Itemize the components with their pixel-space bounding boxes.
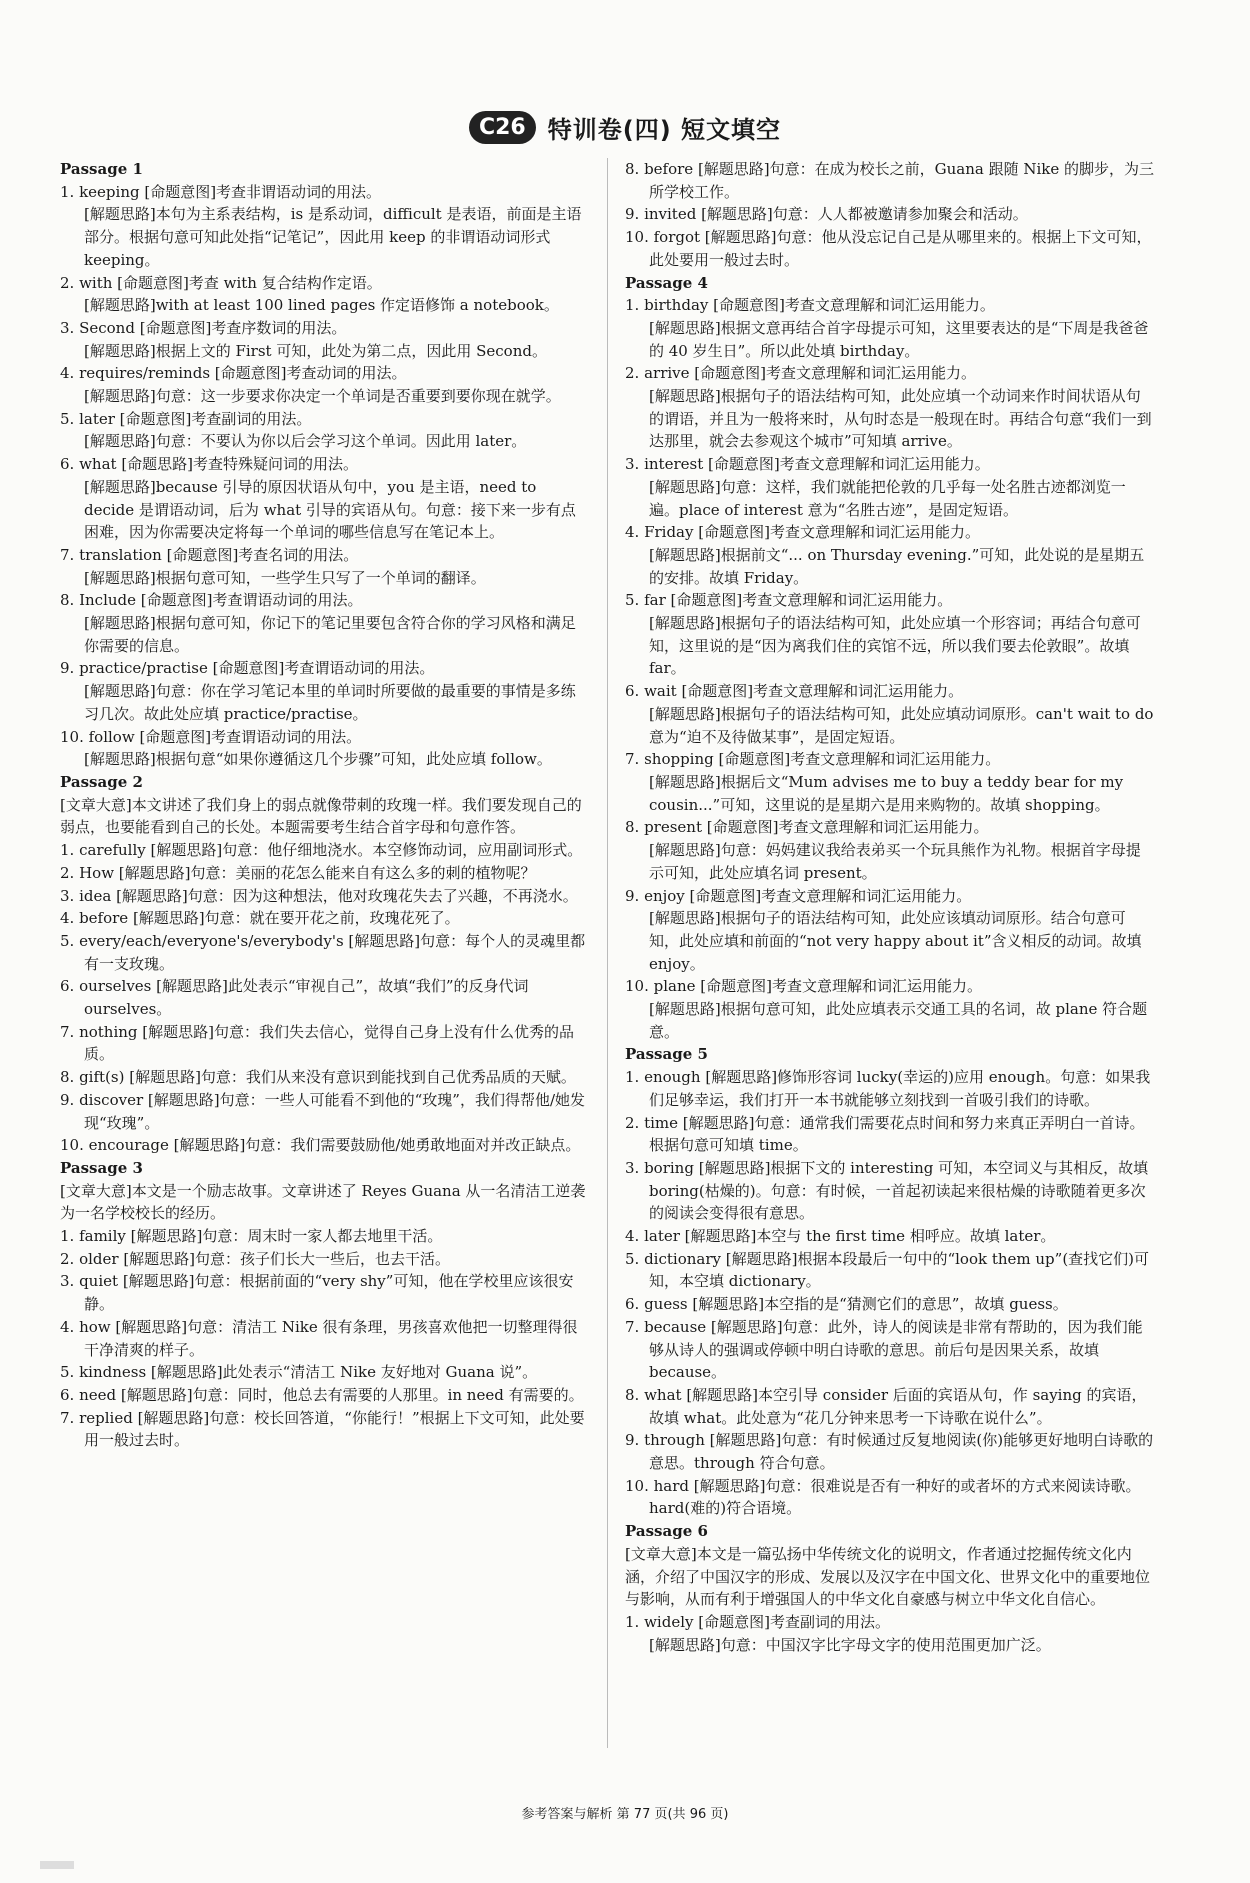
answer-item: 5. far [命题意图]考查文意理解和词汇运用能力。 xyxy=(625,591,953,610)
answer-item: 2. time [解题思路]句意：通常我们需要花点时间和努力来真正弄明白一首诗。根据句意可知填 time。 xyxy=(625,1113,1145,1155)
answer-item: 1. keeping [命题意图]考查非谓语动词的用法。 xyxy=(60,182,382,201)
answer-item: 2. with [命题意图]考查 with 复合结构作定语。 xyxy=(60,273,382,292)
answer-explanation: [解题思路]句意：妈妈建议我给表弟买一个玩具熊作为礼物。根据首字母提示可知，此处应填名词 present。 xyxy=(649,841,1141,882)
right-column xyxy=(625,158,1155,1656)
answer-item: 4. Friday [命题意图]考查文意理解和词汇运用能力。 xyxy=(625,523,980,542)
answer-explanation: [解题思路]with at least 100 lined pages 作定语修饰 a notebook。 xyxy=(84,296,559,315)
answer-item: 8. Include [命题意图]考查谓语动词的用法。 xyxy=(60,591,363,610)
answer-item: 3. boring [解题思路]根据下文的 interesting 可知，本空词义与其相反，故填 boring(枯燥的)。句意：有时候，一首起初读起来很枯燥的诗歌随着更多次的阅读会变得很有意思。 xyxy=(625,1158,1149,1223)
answer-item: 6. guess [解题思路]本空指的是“猜测它们的意思”，故填 guess。 xyxy=(625,1295,1068,1314)
answer-item: 5. dictionary [解题思路]根据本段最后一句中的“look them up”(查找它们)可知，本空填 dictionary。 xyxy=(625,1249,1150,1291)
corner-mark xyxy=(40,1861,74,1869)
answer-item: 10. forgot [解题思路]句意：他从没忘记自己是从哪里来的。根据上下文可知，此处要用一般过去时。 xyxy=(625,228,1152,269)
passage-title: Passage 6 xyxy=(625,1522,708,1541)
answer-explanation: [解题思路]句意：这一步要求你决定一个单词是否重要到要你现在就学。 xyxy=(84,387,561,406)
answer-item: 6. what [命题思路]考查特殊疑问词的用法。 xyxy=(60,455,359,474)
answer-item: 2. How [解题思路]句意：美丽的花怎么能来自有这么多的刺的植物呢？ xyxy=(60,863,536,882)
passage-title: Passage 3 xyxy=(60,1158,143,1177)
answer-explanation: [解题思路]根据上文的 First 可知，此处为第二点，因此用 Second。 xyxy=(84,341,547,360)
answer-item: 4. later [解题思路]本空与 the first time 相呼应。故填 later。 xyxy=(625,1227,1056,1246)
answer-explanation: [解题思路]句意：你在学习笔记本里的单词时所要做的最重要的事情是多练习几次。故此处应填 practice/practise。 xyxy=(84,682,576,723)
section-badge: C26 xyxy=(469,111,536,144)
passage-summary: [文章大意]本文是一个励志故事。文章讲述了 Reyes Guana 从一名清洁工逆袭为一名学校校长的经历。 xyxy=(60,1181,586,1223)
answer-item: 2. arrive [命题意图]考查文意理解和词汇运用能力。 xyxy=(625,364,976,383)
passage-title: Passage 5 xyxy=(625,1045,708,1064)
answer-item: 10. hard [解题思路]句意：很难说是否有一种好的或者坏的方式来阅读诗歌。hard(难的)符合语境。 xyxy=(625,1476,1141,1518)
answer-explanation: [解题思路]句意：中国汉字比字母文字的使用范围更加广泛。 xyxy=(649,1635,1051,1654)
answer-item: 9. enjoy [命题意图]考查文意理解和词汇运用能力。 xyxy=(625,886,972,905)
page-title: 特训卷(四) 短文填空 xyxy=(547,115,782,144)
answer-item: 10. follow [命题意图]考查谓语动词的用法。 xyxy=(60,727,362,746)
answer-explanation: [解题思路]根据句子的语法结构可知，此处应填动词原形。can't wait to do 意为“迫不及待做某事”，是固定短语。 xyxy=(649,704,1154,746)
answer-item: 1. widely [命题意图]考查副词的用法。 xyxy=(625,1613,890,1631)
answer-explanation: [解题思路]句意：这样，我们就能把伦敦的几乎每一处名胜古迹都浏览一遍。place of interest 意为“名胜古迹”，是固定短语。 xyxy=(649,477,1126,519)
answer-item: 9. practice/practise [命题意图]考查谓语动词的用法。 xyxy=(60,659,435,678)
answer-item: 3. Second [命题意图]考查序数词的用法。 xyxy=(60,318,347,337)
answer-item: 8. before [解题思路]句意：在成为校长之前，Guana 跟随 Nike 的脚步，为三所学校工作。 xyxy=(625,160,1155,201)
answer-item: 1. enough [解题思路]修饰形容词 lucky(幸运的)应用 enough。句意：如果我们足够幸运，我们打开一本书就能够立刻找到一首吸引我们的诗歌。 xyxy=(625,1068,1151,1109)
page-footer: 参考答案与解析 第 77 页(共 96 页) xyxy=(521,1807,729,1822)
answer-item: 10. encourage [解题思路]句意：我们需要鼓励他/她勇敢地面对并改正缺点。 xyxy=(60,1136,581,1155)
answer-item: 5. every/each/everyone's/everybody's [解题思路]句意：每个人的灵魂里都有一支玫瑰。 xyxy=(60,931,586,973)
answer-item: 6. ourselves [解题思路]此处表示“审视自己”，故填“我们”的反身代词 ourselves。 xyxy=(60,977,529,1019)
answer-item: 4. before [解题思路]句意：就在要开花之前，玫瑰花死了。 xyxy=(60,909,460,928)
column-divider xyxy=(607,158,608,1748)
answer-explanation: [解题思路]根据句意可知，你记下的笔记里要包含符合你的学习风格和满足你需要的信息。 xyxy=(84,614,576,655)
passage-title: Passage 2 xyxy=(60,772,143,791)
answer-explanation: [解题思路]根据句子的语法结构可知，此处应填一个形容词；再结合句意可知，这里说的是“因为离我们住的宾馆不远，所以我们要去伦敦眼”。故填 far。 xyxy=(649,614,1141,678)
answer-item: 1. family [解题思路]句意：周末时一家人都去地里干活。 xyxy=(60,1227,443,1246)
answer-item: 1. birthday [命题意图]考查文意理解和词汇运用能力。 xyxy=(625,296,995,315)
answer-item: 7. because [解题思路]句意：此外，诗人的阅读是非常有帮助的，因为我们能够从诗人的强调或停顿中明白诗歌的意思。前后句是因果关系，故填 because。 xyxy=(625,1317,1143,1382)
answer-item: 10. plane [命题意图]考查文意理解和词汇运用能力。 xyxy=(625,977,982,996)
answer-item: 7. nothing [解题思路]句意：我们失去信心，觉得自己身上没有什么优秀的品质。 xyxy=(60,1022,574,1064)
answer-explanation: [解题思路]本句为主系表结构，is 是系动词，difficult 是表语，前面是主语部分。根据句意可知此处指“记笔记”，因此用 keep 的非谓语动词形式 keeping。 xyxy=(84,205,582,269)
answer-item: 9. discover [解题思路]句意：一些人可能看不到他的“玫瑰”，我们得帮他/她发现“玫瑰”。 xyxy=(60,1090,585,1132)
answer-item: 4. how [解题思路]句意：清洁工 Nike 很有条理，男孩喜欢他把一切整理得很干净清爽的样子。 xyxy=(60,1317,578,1359)
answer-item: 3. idea [解题思路]句意：因为这种想法，他对玫瑰花失去了兴趣，不再浇水。 xyxy=(60,886,578,905)
answer-item: 6. need [解题思路]句意：同时，他总去有需要的人那里。in need 有需要的。 xyxy=(60,1385,584,1404)
left-column xyxy=(60,158,590,1452)
answer-item: 2. older [解题思路]句意：孩子们长大一些后，也去干活。 xyxy=(60,1249,451,1268)
passage-summary: [文章大意]本文是一篇弘扬中华传统文化的说明文，作者通过挖掘传统文化内涵，介绍了中国汉字的形成、发展以及汉字在中国文化、世界文化中的重要地位与影响，从而有利于增强国人的中华文化自豪感与树立中华文化自信心。 xyxy=(625,1544,1151,1609)
answer-item: 3. quiet [解题思路]句意：根据前面的“very shy”可知，他在学校里应该很安静。 xyxy=(60,1272,574,1314)
answer-item: 8. what [解题思路]本空引导 consider 后面的宾语从句，作 saying 的宾语，故填 what。此处意为“花几分钟来思考一下诗歌在说什么”。 xyxy=(625,1385,1147,1427)
answer-item: 5. later [命题意图]考查副词的用法。 xyxy=(60,409,312,428)
answer-explanation: [解题思路]根据句子的语法结构可知，此处应填一个动词来作时间状语从句的谓语，并且为一般将来时，从句时态是一般现在时。再结合句意“我们一到达那里，就会去参观这个城市”可知填 arrive。 xyxy=(649,387,1152,451)
answer-item: 5. kindness [解题思路]此处表示“清洁工 Nike 友好地对 Guana 说”。 xyxy=(60,1363,538,1382)
answer-item: 1. carefully [解题思路]句意：他仔细地浇水。本空修饰动词，应用副词形式。 xyxy=(60,841,583,860)
answer-item: 7. replied [解题思路]句意：校长回答道，“你能行！”根据上下文可知，此处要用一般过去时。 xyxy=(60,1408,585,1450)
passage-summary: [文章大意]本文讲述了我们身上的弱点就像带刺的玫瑰一样。我们要发现自己的弱点，也要能看到自己的长处。本题需要考生结合首字母和句意作答。 xyxy=(60,795,582,837)
answer-explanation: [解题思路]根据文意再结合首字母提示可知，这里要表达的是“下周是我爸爸的 40 岁生日”。所以此处填 birthday。 xyxy=(649,318,1149,360)
answer-explanation: [解题思路]根据句意“如果你遵循这几个步骤”可知，此处应填 follow。 xyxy=(84,750,552,769)
answer-explanation: [解题思路]根据句意可知，此处应填表示交通工具的名词，故 plane 符合题意。 xyxy=(649,1000,1148,1041)
answer-item: 8. gift(s) [解题思路]句意：我们从来没有意识到能找到自己优秀品质的天赋。 xyxy=(60,1068,576,1087)
answer-item: 7. shopping [命题意图]考查文意理解和词汇运用能力。 xyxy=(625,750,1001,769)
answer-explanation: [解题思路]根据句子的语法结构可知，此处应该填动词原形。结合句意可知，此处应填和前面的“not very happy about it”含义相反的动词。故填 enjoy。 xyxy=(649,909,1142,973)
passage-title: Passage 4 xyxy=(625,273,708,292)
page-header xyxy=(0,104,1250,150)
answer-explanation: [解题思路]根据句意可知，一些学生只写了一个单词的翻译。 xyxy=(84,568,486,587)
answer-item: 9. invited [解题思路]句意：人人都被邀请参加聚会和活动。 xyxy=(625,205,1028,224)
answer-explanation: [解题思路]句意：不要认为你以后会学习这个单词。因此用 later。 xyxy=(84,432,527,451)
answer-explanation: [解题思路]根据前文“... on Thursday evening.”可知，此处说的是星期五的安排。故填 Friday。 xyxy=(649,545,1145,587)
answer-item: 9. through [解题思路]句意：有时候通过反复地阅读(你)能够更好地明白诗歌的意思。through 符合句意。 xyxy=(625,1431,1154,1473)
answer-item: 4. requires/reminds [命题意图]考查动词的用法。 xyxy=(60,364,407,383)
passage-title: Passage 1 xyxy=(60,160,143,178)
answer-item: 7. translation [命题意图]考查名词的用法。 xyxy=(60,545,359,564)
answer-item: 8. present [命题意图]考查文意理解和词汇运用能力。 xyxy=(625,818,989,837)
answer-explanation: [解题思路]because 引导的原因状语从句中，you 是主语，need to decide 是谓语动词，后为 what 引导的宾语从句。句意：接下来一步有点困难，因为你需要决定将每一个单词的哪些信息写在笔记本上。 xyxy=(84,477,576,542)
answer-item: 3. interest [命题意图]考查文意理解和词汇运用能力。 xyxy=(625,455,990,474)
answer-item: 6. wait [命题意图]考查文意理解和词汇运用能力。 xyxy=(625,682,964,701)
answer-explanation: [解题思路]根据后文“Mum advises me to buy a teddy bear for my cousin...”可知，这里说的是星期六是用来购物的。故填 shopping。 xyxy=(649,772,1124,814)
